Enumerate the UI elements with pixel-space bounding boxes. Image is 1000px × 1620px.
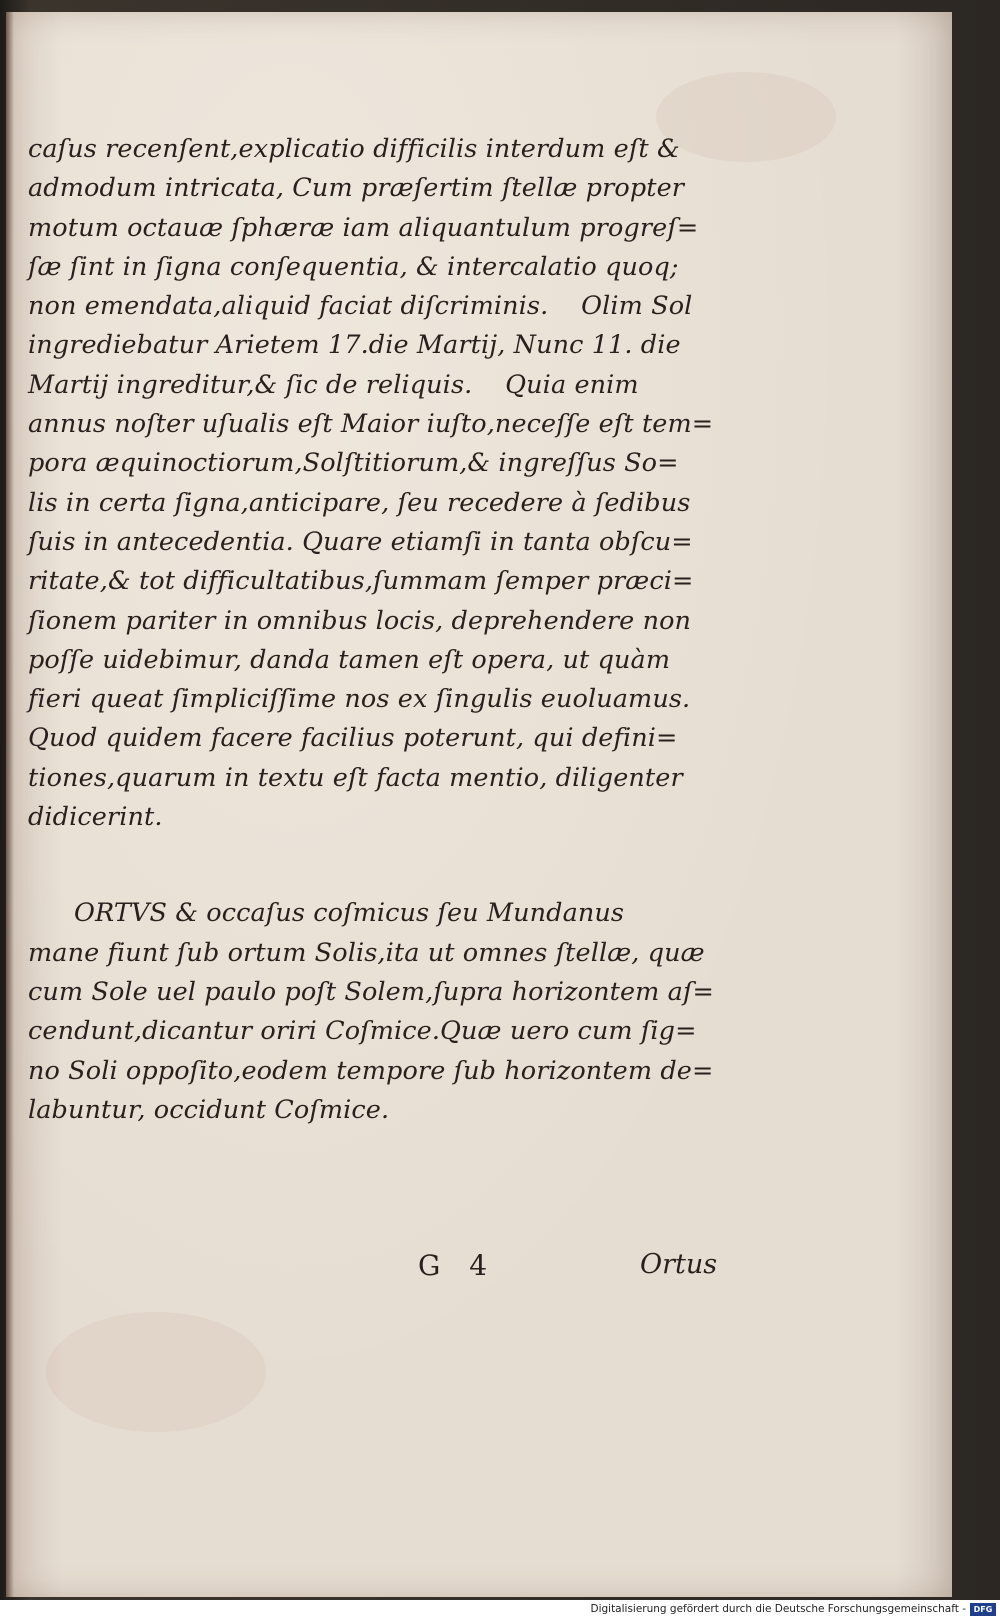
text-line: annus noſter uſualis eſt Maior iuſto,neceſſe eſt tem= <box>28 409 714 440</box>
catchword: Ortus <box>640 1249 718 1280</box>
text-line: ritate,& tot difficultatibus,ſummam ſemper præci= <box>28 566 694 597</box>
text-line: mane fiunt ſub ortum Solis,ita ut omnes ſtellæ, quæ <box>28 937 705 968</box>
paper-stain <box>46 1312 266 1432</box>
text-line: cendunt,dicantur oriri Coſmice.Quæ uero cum ſig= <box>28 1016 697 1047</box>
text-line: didicerint. <box>28 802 163 833</box>
text-line: ORTVS & occaſus coſmicus ſeu Mundanus <box>74 898 625 929</box>
text-line: cum Sole uel paulo poſt Solem,ſupra horizontem aſ= <box>28 976 714 1007</box>
text-line: fieri queat ſimpliciſſime nos ex ſingulis euoluamus. <box>28 684 691 715</box>
text-line: lis in certa ſigna,anticipare, ſeu recedere à ſedibus <box>28 487 691 518</box>
text-line: poſſe uidebimur, danda tamen eſt opera, ut quàm <box>28 644 671 675</box>
page-foot <box>28 1249 728 1289</box>
book-page <box>6 12 952 1597</box>
text-line: ſionem pariter in omnibus locis, deprehendere non <box>28 605 692 636</box>
text-line: no Soli oppoſito,eodem tempore ſub horizontem de= <box>28 1055 714 1086</box>
text-line: Martij ingreditur,& ſic de reliquis. Quia enim <box>28 369 639 400</box>
funding-credit: Digitalisierung gefördert durch die Deutsche Forschungsgemeinschaft - <box>590 1603 966 1615</box>
text-line: caſus recenſent,explicatio difficilis interdum eſt & <box>28 134 680 164</box>
text-line: ingrediebatur Arietem 17.die Martij, Nunc 11. die <box>28 330 681 361</box>
text-line: pora æquinoctiorum,Solſtitiorum,& ingreſſus So= <box>28 448 679 479</box>
paragraph-2 <box>28 894 728 933</box>
text-line: ſæ ſint in ſigna conſequentia, & intercalatio quoq; <box>28 251 679 282</box>
dfg-logo: DFG <box>970 1603 996 1616</box>
text-line: ſuis in antecedentia. Quare etiamſi in tanta obſcu= <box>28 526 693 557</box>
body-text <box>28 130 728 1130</box>
signature-mark: G 4 <box>418 1249 498 1282</box>
text-line: tiones,quarum in textu eſt facta mentio, diligenter <box>28 762 683 793</box>
digitization-footer <box>0 1600 1000 1620</box>
paragraph-spacer <box>28 837 728 894</box>
text-line: non emendata,aliquid faciat diſcriminis. Olim Sol <box>28 291 693 322</box>
text-line: Quod quidem facere facilius poterunt, qui defini= <box>28 723 678 754</box>
paragraph-1 <box>28 130 728 837</box>
page-gutter-shadow <box>6 12 14 1597</box>
text-line: admodum intricata, Cum præſertim ſtellæ propter <box>28 173 685 204</box>
text-line: labuntur, occidunt Coſmice. <box>28 1094 390 1125</box>
text-line: motum octauæ ſphæræ iam aliquantulum progreſ= <box>28 212 699 243</box>
paragraph-2-continued <box>28 934 728 1130</box>
